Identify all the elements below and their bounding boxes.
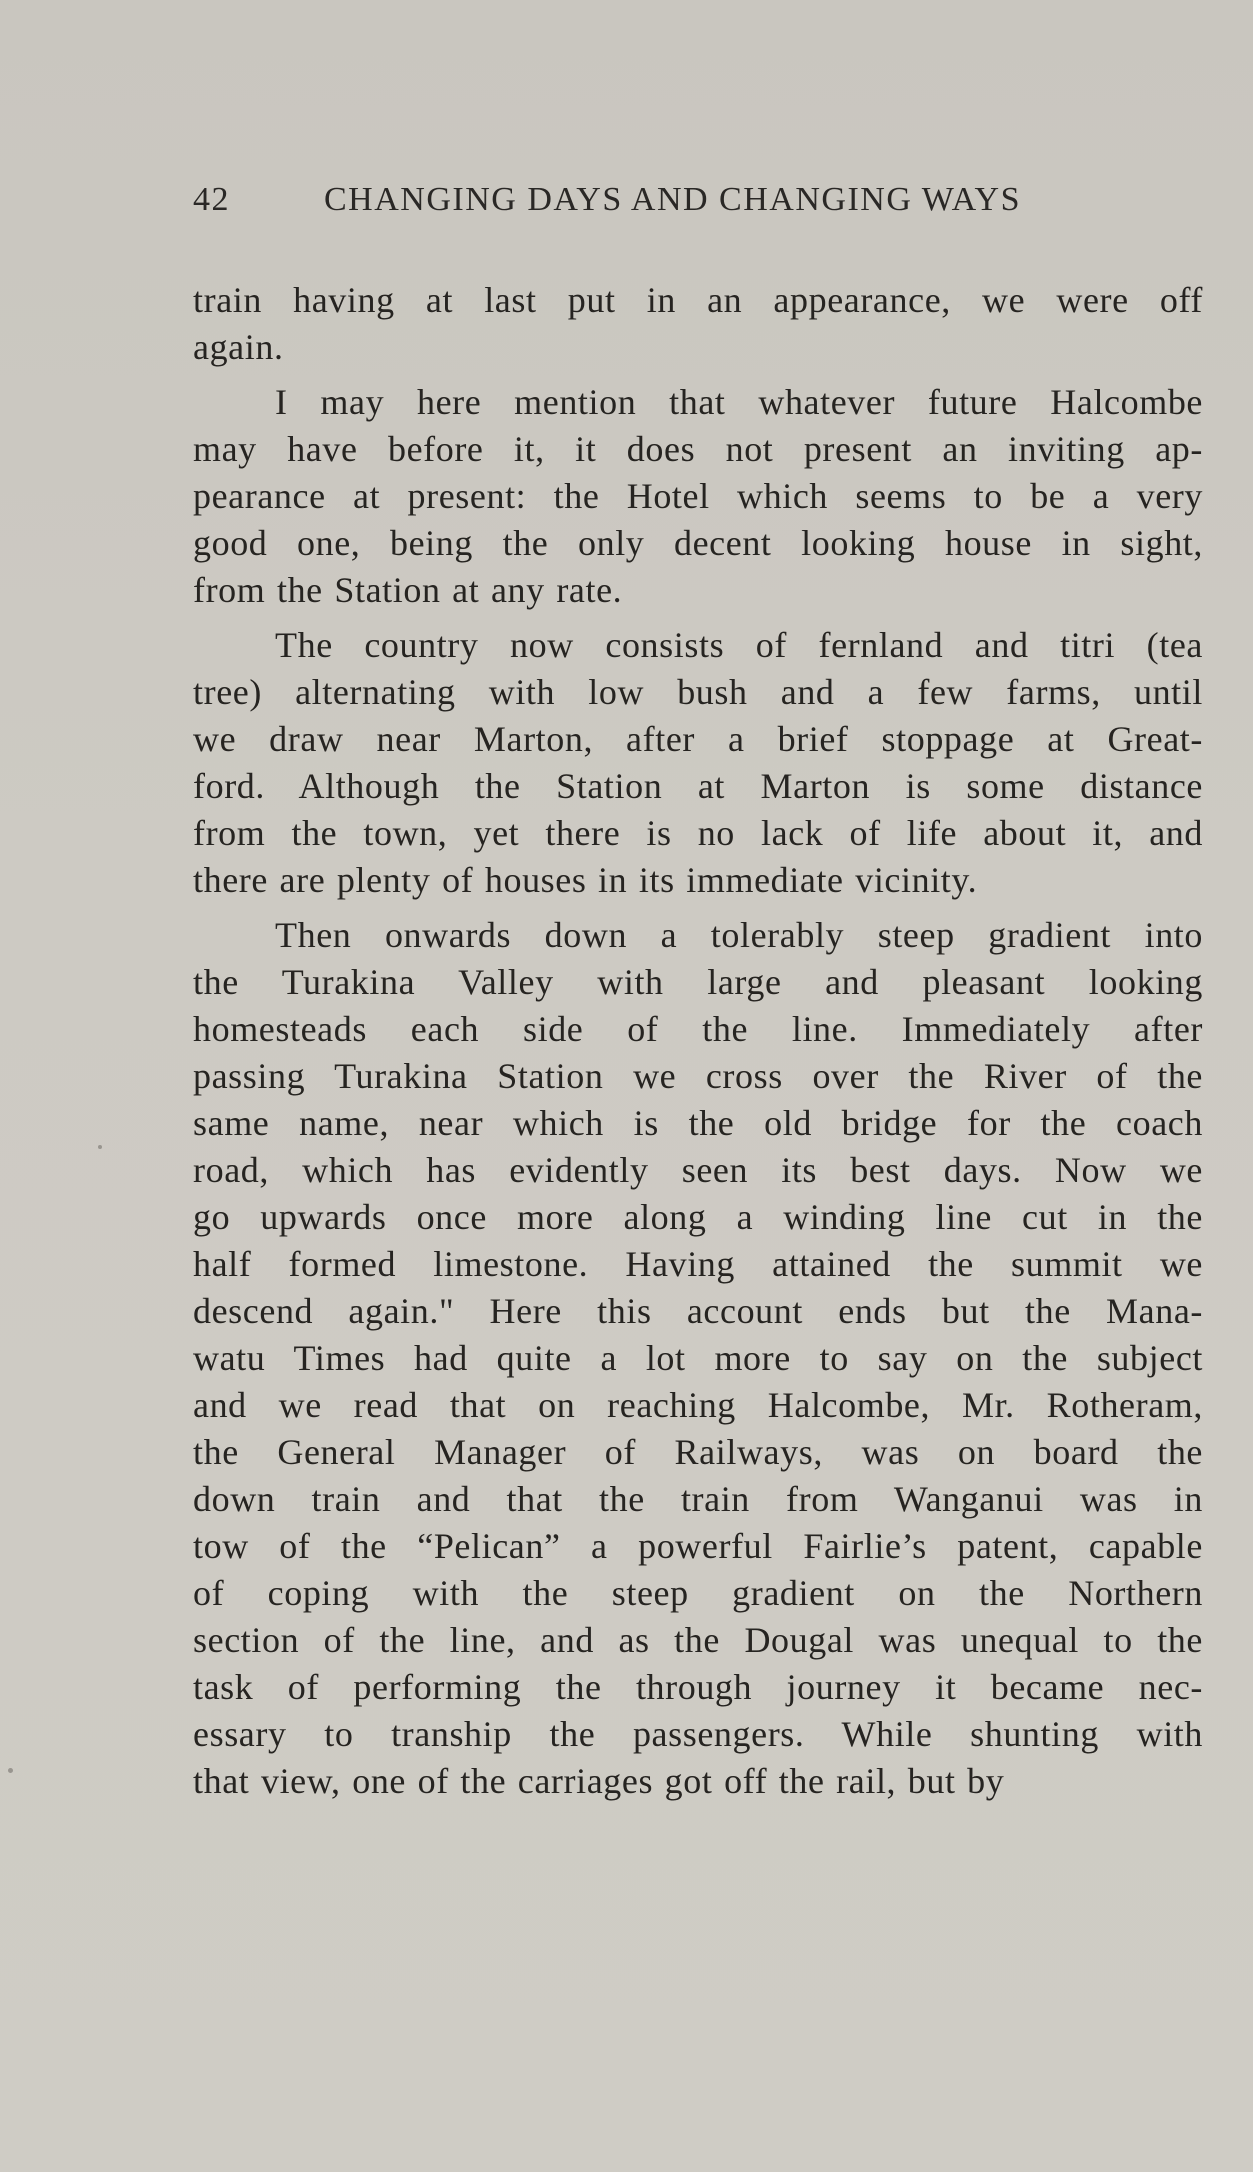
text-line: train having at last put in an appearance, we were off — [193, 280, 1203, 320]
paragraph — [193, 277, 1203, 371]
text-line: I may here mention that whatever future Halcombe — [275, 382, 1203, 422]
text-line: again. — [193, 327, 284, 367]
text-line: task of performing the through journey it became nec- — [193, 1667, 1203, 1707]
text-line: from the Station at any rate. — [193, 570, 623, 610]
text-line: watu Times had quite a lot more to say on the subject — [193, 1338, 1203, 1378]
page-number: 42 — [193, 181, 230, 218]
page-speck — [8, 1768, 13, 1773]
paragraph — [193, 622, 1203, 904]
text-line: section of the line, and as the Dougal was unequal to the — [193, 1620, 1203, 1660]
text-line: and we read that on reaching Halcombe, Mr. Rotheram, — [193, 1385, 1203, 1425]
text-line: descend again." Here this account ends but the Mana- — [193, 1291, 1203, 1331]
text-line: there are plenty of houses in its immediate vicinity. — [193, 860, 978, 900]
text-line: homesteads each side of the line. Immediately after — [193, 1009, 1203, 1049]
text-line: passing Turakina Station we cross over the River of the — [193, 1056, 1203, 1096]
text-line: road, which has evidently seen its best days. Now we — [193, 1150, 1203, 1190]
text-line: tow of the “Pelican” a powerful Fairlie’s patent, capable — [193, 1526, 1203, 1566]
text-line: down train and that the train from Wanganui was in — [193, 1479, 1203, 1519]
text-line: tree) alternating with low bush and a few farms, until — [193, 672, 1203, 712]
text-line: may have before it, it does not present an inviting ap- — [193, 429, 1203, 469]
paragraph — [193, 912, 1203, 1805]
running-title: CHANGING DAYS AND CHANGING WAYS — [324, 181, 1021, 218]
text-line: ford. Although the Station at Marton is some distance — [193, 766, 1203, 806]
text-line: from the town, yet there is no lack of life about it, and — [193, 813, 1203, 853]
text-line: we draw near Marton, after a brief stoppage at Great- — [193, 719, 1203, 759]
text-line: half formed limestone. Having attained the summit we — [193, 1244, 1203, 1284]
text-line: go upwards once more along a winding line cut in the — [193, 1197, 1203, 1237]
text-line: essary to tranship the passengers. While shunting with — [193, 1714, 1203, 1754]
text-line: good one, being the only decent looking house in sight, — [193, 523, 1203, 563]
text-line: Then onwards down a tolerably steep gradient into — [275, 915, 1203, 955]
body-text — [193, 277, 1203, 1813]
text-line: pearance at present: the Hotel which seems to be a very — [193, 476, 1203, 516]
running-head — [193, 181, 1078, 231]
text-line: the General Manager of Railways, was on board the — [193, 1432, 1203, 1472]
text-line: the Turakina Valley with large and pleasant looking — [193, 962, 1203, 1002]
text-line: The country now consists of fernland and titri (tea — [275, 625, 1203, 665]
text-line: of coping with the steep gradient on the Northern — [193, 1573, 1203, 1613]
text-line: same name, near which is the old bridge for the coach — [193, 1103, 1203, 1143]
paragraph — [193, 379, 1203, 614]
text-line: that view, one of the carriages got off the rail, but by — [193, 1761, 1005, 1801]
page-speck — [98, 1145, 102, 1149]
